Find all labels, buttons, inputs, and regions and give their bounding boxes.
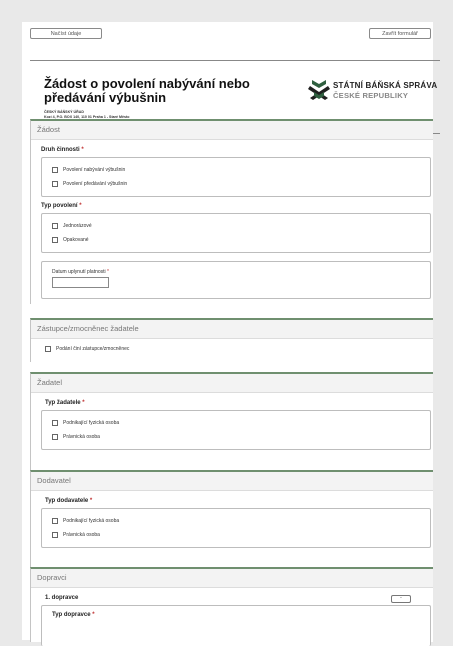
page-title: Žádost o povolení nabývání nebo předávání výbušnin: [44, 76, 250, 105]
load-data-button[interactable]: Načíst údaje: [30, 28, 102, 39]
checkbox[interactable]: [52, 518, 58, 524]
option-predavani[interactable]: Povolení předávání výbušnin: [52, 181, 127, 187]
close-form-button[interactable]: Zavřít formulář: [369, 28, 431, 39]
typ-dopravce-label: Typ dopravce *: [52, 612, 95, 618]
dopravce-1-label: 1. dopravce: [45, 595, 79, 601]
logo-text-line1: STÁTNÍ BÁŇSKÁ SPRÁVA: [333, 81, 438, 90]
typ-povoleni-label: Typ povolení *: [41, 203, 82, 209]
typ-zadatele-box: [41, 410, 431, 450]
checkbox[interactable]: [52, 181, 58, 187]
checkbox[interactable]: [52, 167, 58, 173]
datum-platnosti-box: [41, 261, 431, 299]
checkbox[interactable]: [52, 532, 58, 538]
option-pravnicka-osoba[interactable]: Právnická osoba: [52, 434, 100, 440]
section-title: Zástupce/zmocněnec žadatele: [31, 320, 433, 339]
section-zadost: [30, 119, 433, 304]
logo-text-line2: ČESKÉ REPUBLIKY: [333, 91, 409, 100]
mining-hammers-logo-icon: [308, 78, 330, 102]
authority-name: ČESKÝ BÁŇSKÝ ÚŘAD: [44, 110, 84, 114]
section-title: Žádost: [31, 121, 433, 140]
datum-platnosti-label: Datum uplynutí platnosti *: [52, 269, 109, 275]
collapse-button[interactable]: -: [391, 595, 411, 603]
checkbox[interactable]: [52, 223, 58, 229]
typ-povoleni-box: [41, 213, 431, 253]
section-zadatel: [30, 372, 433, 479]
authority-info: [44, 110, 129, 119]
section-dodavatel: [30, 470, 433, 577]
druh-cinnosti-label: Druh činnosti *: [41, 147, 84, 153]
section-title: Dodavatel: [31, 472, 433, 491]
datum-platnosti-input[interactable]: [52, 277, 109, 288]
option-opakovane[interactable]: Opakované: [52, 237, 89, 243]
option-nabyvani[interactable]: Povolení nabývání výbušnin: [52, 167, 125, 173]
option-zastupce[interactable]: Podání činí zástupce/zmocněnec: [45, 346, 129, 352]
option-fyzicka-osoba[interactable]: Podnikající fyzická osoba: [52, 518, 119, 524]
section-title: Dopravci: [31, 569, 433, 588]
typ-dodavatele-box: [41, 508, 431, 548]
authority-address: Kozí 4, P.O. BOX 140, 110 01 Praha 1 - Staré Město: [44, 114, 130, 119]
option-pravnicka-osoba[interactable]: Právnická osoba: [52, 532, 100, 538]
druh-cinnosti-box: [41, 157, 431, 197]
checkbox[interactable]: [52, 434, 58, 440]
section-dopravci: [30, 567, 433, 642]
section-zastupce: [30, 318, 433, 362]
checkbox[interactable]: [52, 420, 58, 426]
option-jednorazove[interactable]: Jednorázové: [52, 223, 92, 229]
typ-dodavatele-label: Typ dodavatele *: [45, 498, 93, 504]
form-page: [22, 22, 438, 640]
typ-zadatele-label: Typ žadatele *: [45, 400, 85, 406]
section-title: Žadatel: [31, 374, 433, 393]
checkbox[interactable]: [45, 346, 51, 352]
option-fyzicka-osoba[interactable]: Podnikající fyzická osoba: [52, 420, 119, 426]
checkbox[interactable]: [52, 237, 58, 243]
